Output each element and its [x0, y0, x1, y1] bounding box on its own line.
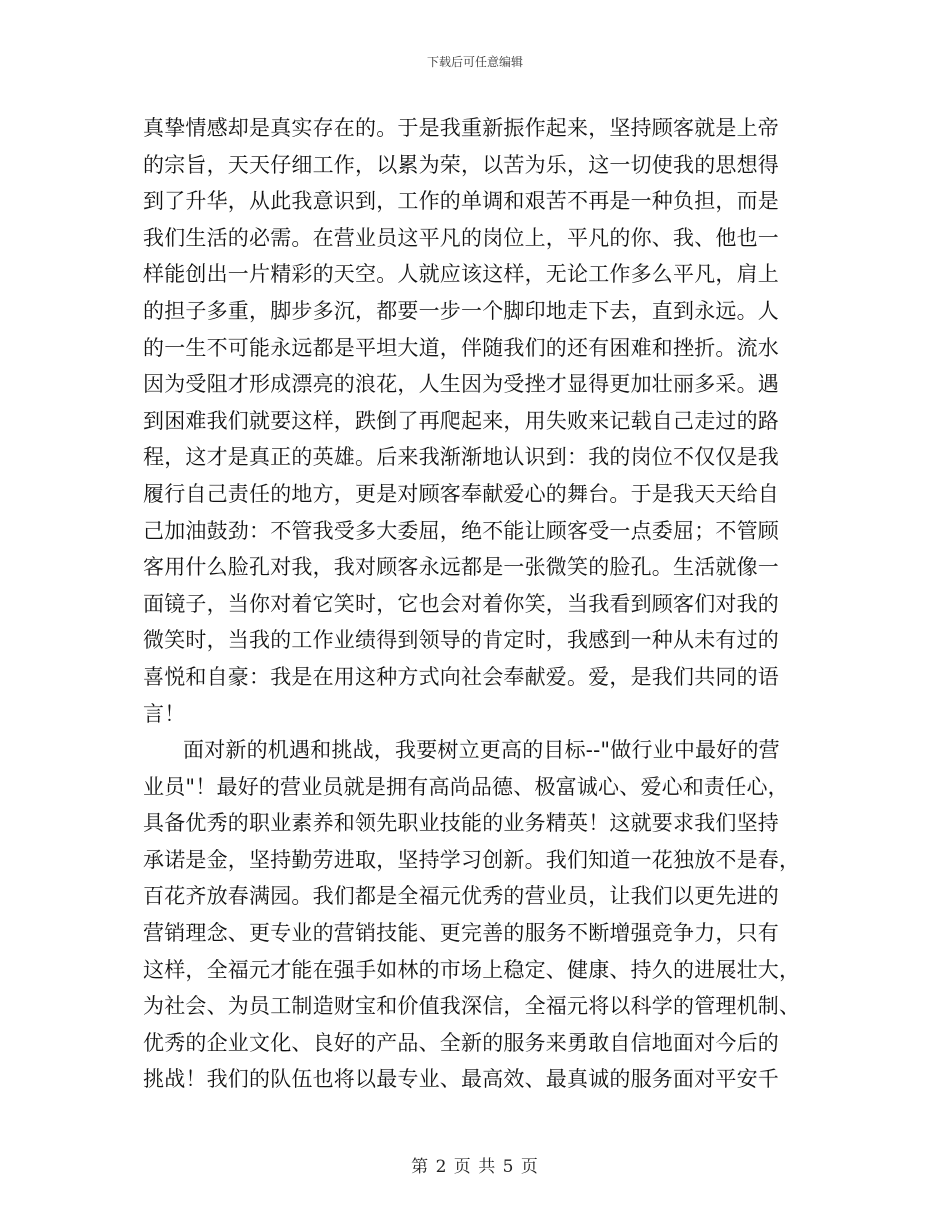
text-line: 因为受阻才形成漂亮的浪花，人生因为受挫才显得更加壮丽多采。遇	[143, 372, 779, 397]
text-line: 优秀的企业文化、良好的产品、全新的服务来勇敢自信地面对今后的	[143, 1030, 779, 1055]
text-line: 营销理念、更专业的营销技能、更完善的服务不断增强竞争力，只有	[143, 921, 779, 946]
text-line: 程，这才是真正的英雄。后来我渐渐地认识到：我的岗位不仅仅是我	[143, 445, 779, 470]
text-line: 到困难我们就要这样，跌倒了再爬起来，用失败来记载自己走过的路	[143, 408, 779, 433]
text-line: 业员"！最好的营业员就是拥有高尚品德、极富诚心、爱心和责任心，	[143, 774, 789, 799]
text-line: 喜悦和自豪：我是在用这种方式向社会奉献爱。爱，是我们共同的语	[143, 664, 779, 689]
text-line: 客用什么脸孔对我，我对顾客永远都是一张微笑的脸孔。生活就像一	[143, 555, 779, 580]
text-line: 履行自己责任的地方，更是对顾客奉献爱心的舞台。于是我天天给自	[143, 481, 779, 506]
text-line: 样能创出一片精彩的天空。人就应该这样，无论工作多么平凡，肩上	[143, 262, 779, 287]
paragraph-start-line: 面对新的机遇和挑战，我要树立更高的目标--"做行业中最好的营	[183, 738, 780, 763]
text-line: 挑战！我们的队伍也将以最专业、最高效、最真诚的服务面对平安千	[143, 1067, 779, 1092]
text-line: 微笑时，当我的工作业绩得到领导的肯定时，我感到一种从未有过的	[143, 628, 779, 653]
text-line: 的担子多重，脚步多沉，都要一步一个脚印地走下去，直到永远。人	[143, 298, 779, 323]
text-line: 承诺是金，坚持勤劳进取，坚持学习创新。我们知道一花独放不是春，	[143, 847, 801, 872]
text-line: 百花齐放春满园。我们都是全福元优秀的营业员，让我们以更先进的	[143, 884, 779, 909]
page-number-footer: 第 2 页 共 5 页	[411, 1157, 539, 1177]
text-line: 言！	[143, 701, 186, 726]
text-line: 为社会、为员工制造财宝和价值我深信，全福元将以科学的管理机制、	[143, 994, 801, 1019]
text-line: 的宗旨，天天仔细工作，以累为荣，以苦为乐，这一切使我的思想得	[143, 152, 779, 177]
body-text	[143, 110, 803, 1098]
text-line: 具备优秀的职业素养和领先职业技能的业务精英！这就要求我们坚持	[143, 811, 779, 836]
text-line: 真挚情感却是真实存在的。于是我重新振作起来，坚持顾客就是上帝	[143, 116, 779, 140]
text-line: 到了升华，从此我意识到，工作的单调和艰苦不再是一种负担，而是	[143, 189, 779, 214]
text-line: 我们生活的必需。在营业员这平凡的岗位上，平凡的你、我、他也一	[143, 225, 779, 250]
text-line: 己加油鼓劲：不管我受多大委屈，绝不能让顾客受一点委屈；不管顾	[143, 518, 779, 543]
text-line: 的一生不可能永远都是平坦大道，伴随我们的还有困难和挫折。流水	[143, 335, 779, 360]
text-line: 面镜子，当你对着它笑时，它也会对着你笑，当我看到顾客们对我的	[143, 591, 779, 616]
text-line: 这样，全福元才能在强手如林的市场上稳定、健康、持久的进展壮大，	[143, 957, 801, 982]
page-header: 下载后可任意编辑	[426, 55, 523, 69]
